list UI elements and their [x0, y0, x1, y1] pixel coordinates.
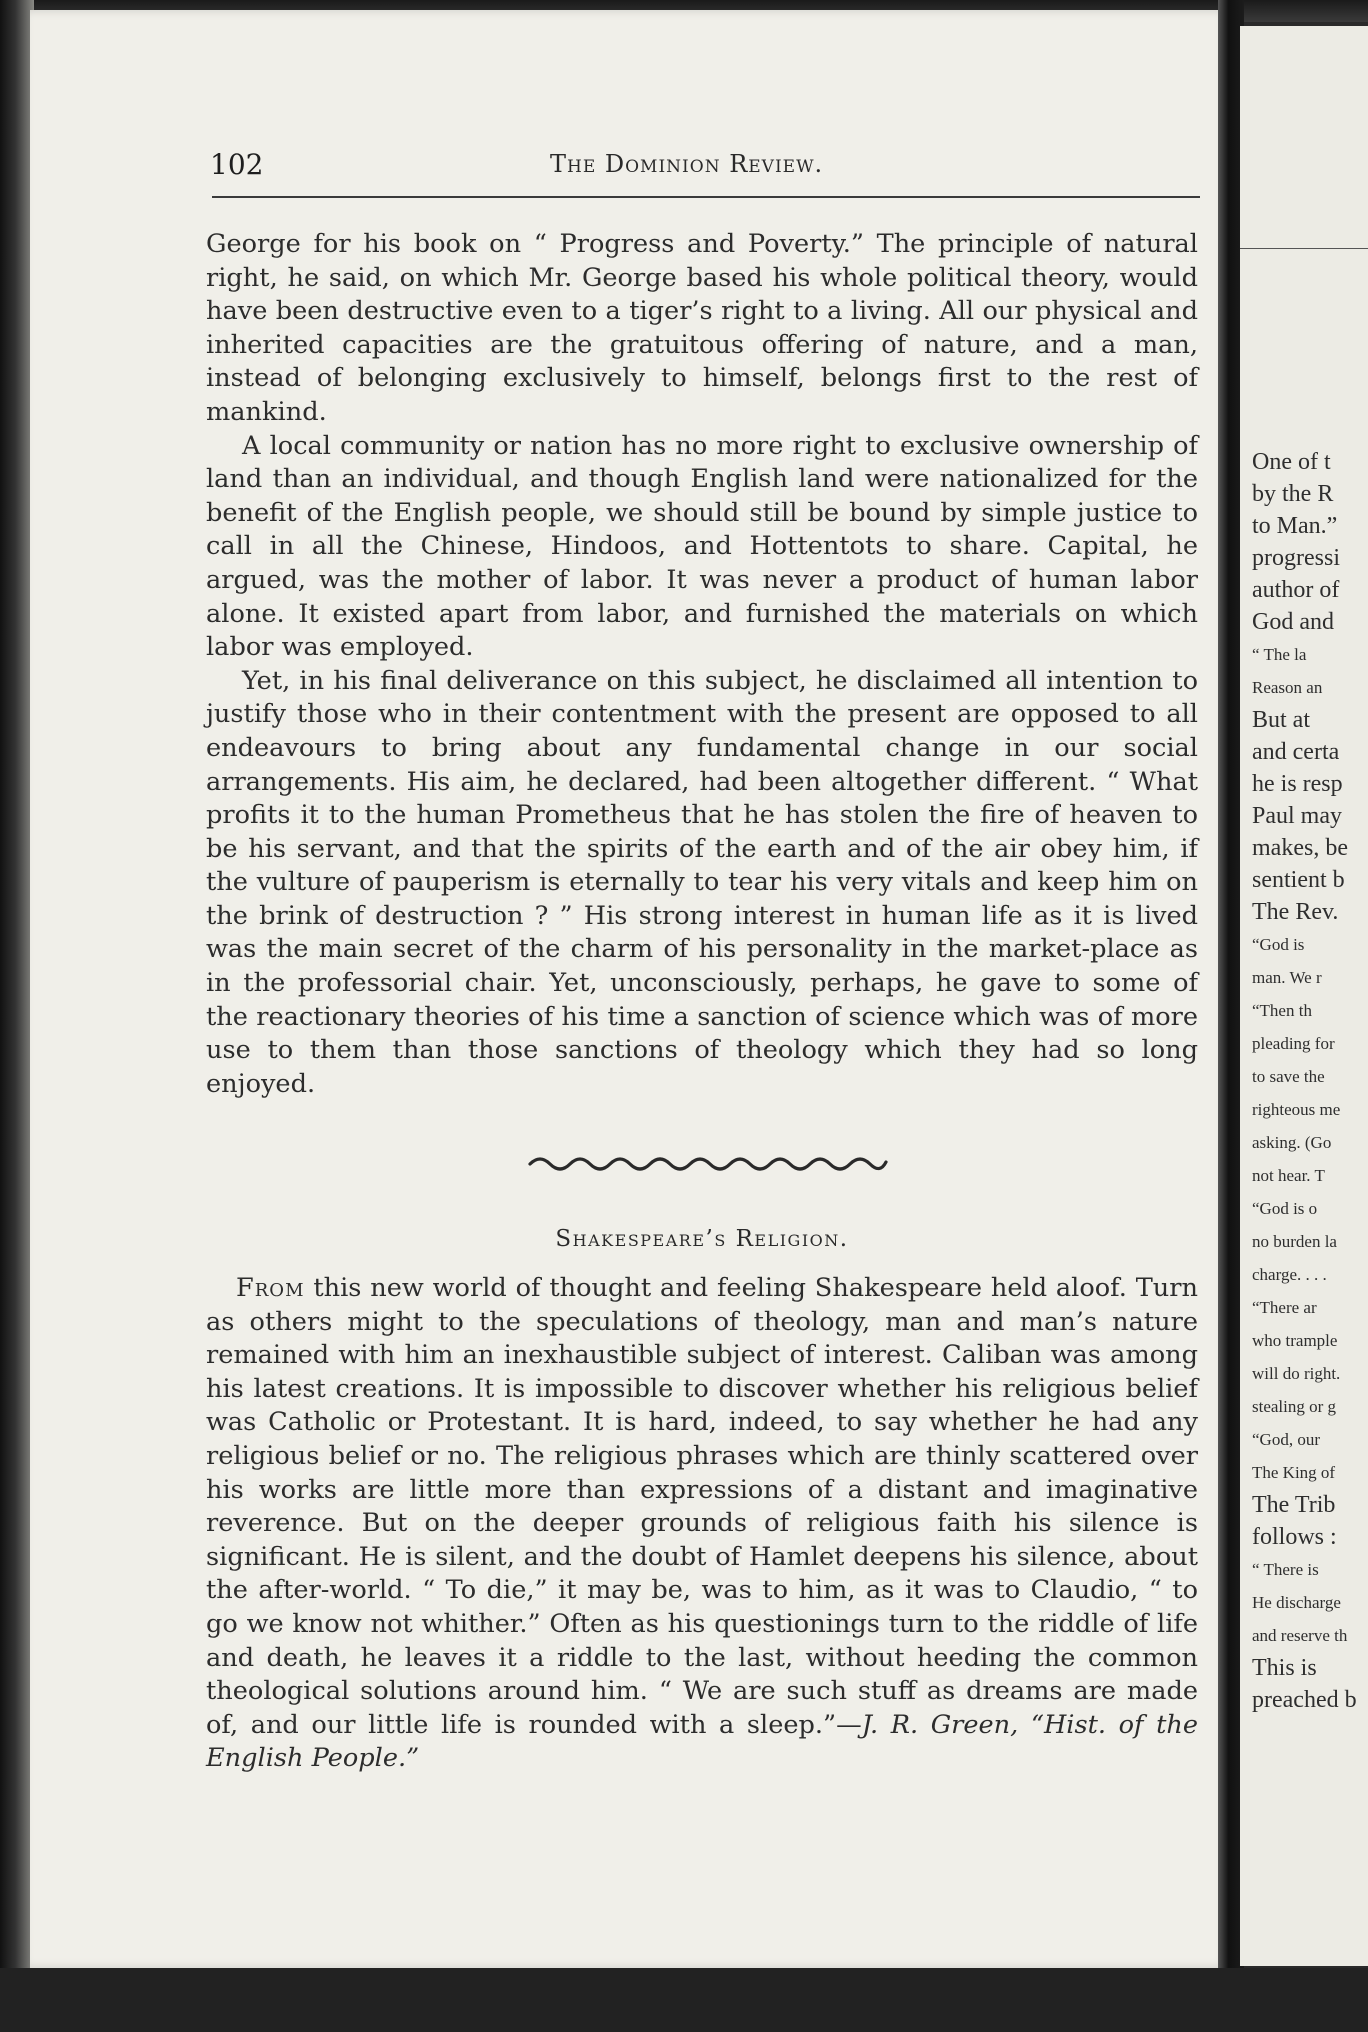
facing-page-line: preached b — [1252, 1687, 1357, 1713]
facing-page-line: sentient b — [1252, 867, 1345, 893]
paragraph: Yet, in his final deliverance on this subject, he disclaimed all intention to justify those who in their contentment with the present are opposed to all endeavours to bring about any fundamental change in our social arrangements. His aim, he declared, had been altogether different. “ What profits it to the human Prometheus that he has stolen the fire of heaven to be his servant, and that the spirits of the earth and of the air obey him, if the vulture of pauperism is eternally to tear his very vitals and keep him on the brink of destruction ? ” His strong interest in human life as it is lived was the main secret of the charm of his personality in the market-place as in the professorial chair. Yet, unconsciously, perhaps, he gave to some of the reactionary theories of his time a sanction of science which was of more use to them than those sanctions of theology which they had so long enjoyed. — [206, 665, 1198, 1099]
facing-page-line: “God is o — [1252, 1199, 1318, 1218]
header-rule — [212, 196, 1200, 198]
facing-page-line: man. We r — [1252, 968, 1322, 987]
facing-page-line: The Rev. — [1252, 899, 1339, 925]
facing-page-line: author of — [1252, 577, 1340, 603]
facing-page-line: not hear. T — [1252, 1166, 1325, 1185]
citation: J. R. Green, “Hist. of the English People.” — [206, 1709, 1198, 1774]
facing-page-line: “ There is — [1252, 1560, 1319, 1579]
facing-page-line: progressi — [1252, 545, 1340, 571]
scan-left-edge — [0, 0, 34, 2032]
paragraph: A local community or nation has no more right to exclusive ownership of land than an individual, and though English land were nationalized for the benefit of the English people, we should still be bound by simple justice to call in all the Chinese, Hindoos, and Hottentots to share. Capital, he argued, was the mother of labor. It was never a product of human labor alone. It existed apart from labor, and furnished the materials on which labor was employed. — [206, 430, 1198, 663]
facing-page-line: and certa — [1252, 739, 1340, 765]
facing-page-line: will do right. — [1252, 1364, 1341, 1383]
facing-page-line: stealing or g — [1252, 1397, 1337, 1416]
article-paragraph — [206, 1272, 1198, 1776]
facing-page-line: to save the — [1252, 1067, 1325, 1086]
page-number: 102 — [210, 148, 264, 181]
facing-page-line: “God, our — [1252, 1430, 1320, 1449]
facing-page-line: no burden la — [1252, 1232, 1337, 1251]
article-title: Shakespeare’s Religion. — [555, 1226, 849, 1252]
facing-page-line: One of t — [1252, 449, 1331, 475]
facing-page-line: “God is — [1252, 935, 1305, 954]
facing-page-line: God and — [1252, 609, 1334, 635]
running-head — [210, 148, 1200, 190]
facing-page-line: “Then th — [1252, 1001, 1312, 1020]
facing-page-line: Reason an — [1252, 678, 1323, 697]
facing-page-rule — [1240, 248, 1368, 249]
section-ornament — [528, 1150, 888, 1174]
facing-page-line: He discharge — [1252, 1593, 1341, 1612]
facing-page-line: righteous me — [1252, 1100, 1341, 1119]
facing-page-line: who trample — [1252, 1331, 1338, 1350]
facing-page-line: The King of — [1252, 1463, 1336, 1482]
facing-page-line: and reserve th — [1252, 1626, 1348, 1645]
facing-page-line: he is resp — [1252, 771, 1343, 797]
facing-page-line: pleading for — [1252, 1034, 1335, 1053]
facing-page-line: “ The la — [1252, 645, 1307, 664]
facing-page-line: follows : — [1252, 1524, 1337, 1550]
scan-bottom-band — [0, 1968, 1368, 2032]
article-text — [206, 1272, 1198, 1776]
facing-page-lines — [1252, 446, 1368, 1716]
main-text — [206, 228, 1198, 1101]
paragraph: George for his book on “ Progress and Poverty.” The principle of natural right, he said, on which Mr. George based his whole political theory, would have been destructive even to a tiger’s right to a living. All our physical and inherited capacities are the gratuitous offering of nature, and a man, instead of belonging exclusively to himself, belongs first to the rest of mankind. — [206, 229, 1198, 427]
facing-page-line: But at — [1252, 707, 1310, 733]
facing-page-line: to Man.” — [1252, 513, 1338, 539]
facing-page-line: The Trib — [1252, 1492, 1336, 1518]
facing-page-line: asking. (Go — [1252, 1133, 1332, 1152]
article-body: this new world of thought and feeling Shakespeare held aloof. Turn as others might to the speculations of theology, man and man’s nature remained with him an inexhaustible subject of interest. Caliban was among his latest creations. It is impossible to discover whether his religious belief was Catholic or Protestant. It is hard, indeed, to say whether he had any religious belief or no. The religious phrases which are thinly scattered over his works are little more than expressions of a distant and imaginative reverence. But on the deeper grounds of religious faith his silence is significant. He is silent, and the doubt of Hamlet deepens his silence, about the after-world. “ To die,” it may be, was to him, as it was to Claudio, “ to go we know not whither.” Often as his questionings turn to the riddle of life and death, he leaves it a riddle to the last, without heeding the common theological solutions around him. “ We are such stuff as dreams are made of, and our little life is rounded with a sleep.”— — [206, 1273, 1198, 1740]
facing-page-line: charge. . . . — [1252, 1265, 1327, 1284]
facing-page-line: makes, be — [1252, 835, 1348, 861]
facing-page-line: Paul may — [1252, 803, 1342, 829]
facing-page-line: by the R — [1252, 481, 1334, 507]
facing-page-line: “There ar — [1252, 1298, 1317, 1317]
journal-title: The Dominion Review. — [550, 150, 824, 178]
facing-page-line: This is — [1252, 1655, 1317, 1681]
facing-page — [1240, 26, 1368, 1966]
initial-word: From — [236, 1273, 305, 1303]
